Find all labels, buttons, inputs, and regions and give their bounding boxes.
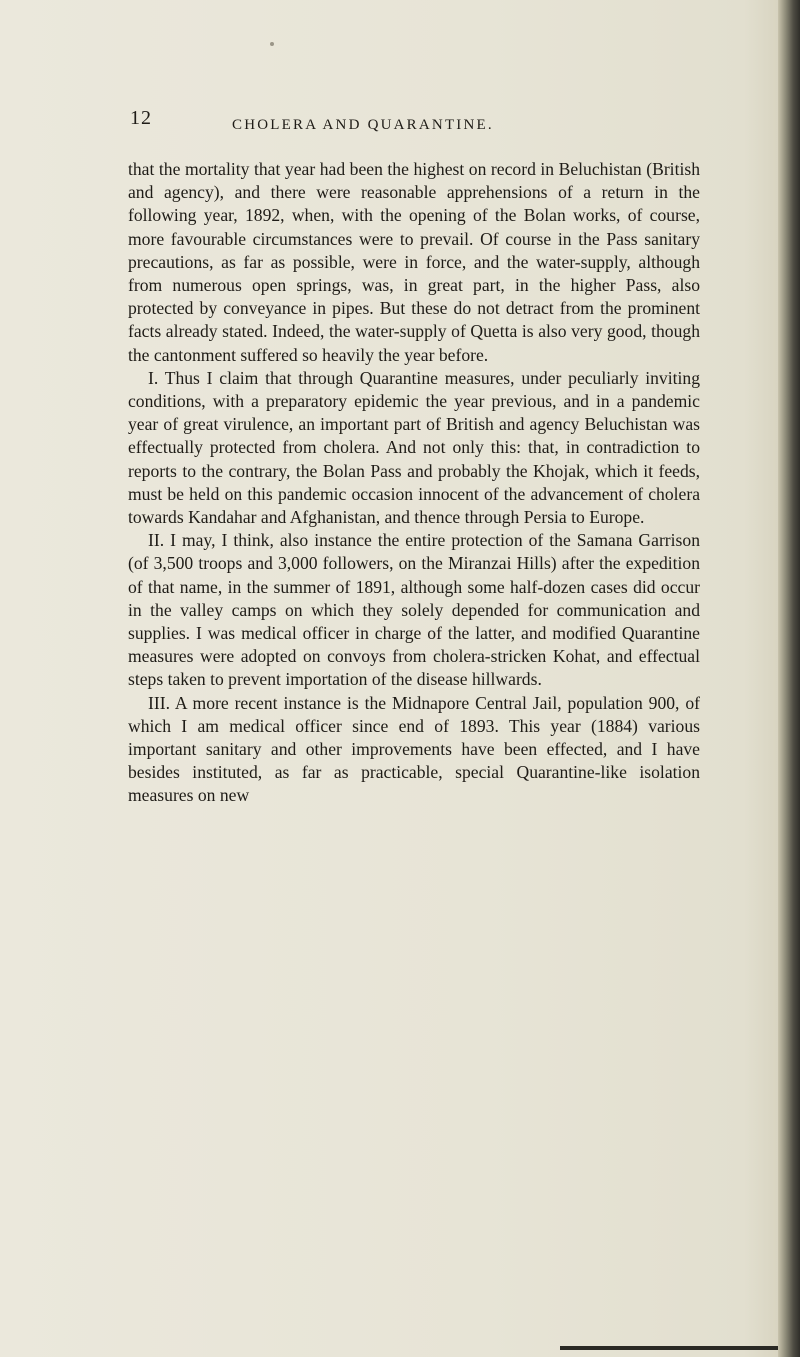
book-gutter-shadow (778, 0, 800, 1357)
paragraph-continuation: that the mortality that year had been the highest on record in Beluchistan (British and agency), and there were reasonable apprehensions of a return in the following year, 1892, when, with the opening of the Bolan works, of course, more favourable circumstances were to prevail. Of course in the Pass sanitary precautions, as far as possible, were in force, and the water-supply, although from numerous open springs, was, in great part, in the higher Pass, also protected by conveyance in pipes. But these do not detract from the prominent facts already stated. Indeed, the water-supply of Quetta is also very good, though the cantonment suffered so heavily the year before. (128, 159, 700, 365)
paragraph-point-one: I. Thus I claim that through Quarantine measures, under peculiarly inviting conditions, with a preparatory epidemic the year previous, and in a pandemic year of great virulence, an important part of British and agency Beluchistan was effectually protected from cholera. And not only this: that, in contradiction to reports to the contrary, the Bolan Pass and probably the Khojak, which it feeds, must be held on this pandemic occasion innocent of the advancement of cholera towards Kandahar and Afghanistan, and thence through Persia to Europe. (128, 367, 700, 528)
paragraph-point-two: II. I may, I think, also instance the entire protection of the Samana Garrison (of 3,500 troops and 3,000 followers, on the Miranzai Hills) after the expedition of that name, in the summer of 1891, although some half-dozen cases did occur in the valley camps on which they solely depended for communication and supplies. I was medical officer in charge of the latter, and modified Quarantine measures were adopted on convoys from cholera-stricken Kohat, and effectual steps taken to prevent importation of the disease hillwards. (128, 530, 700, 690)
running-head: CHOLERA AND QUARANTINE. (232, 117, 494, 133)
page-number: 12 (130, 107, 152, 129)
bottom-edge-shadow (560, 1346, 780, 1350)
body-text (128, 158, 700, 808)
print-speck (270, 42, 274, 46)
paragraph-point-three: III. A more recent instance is the Midnapore Central Jail, population 900, of which I am medical officer since end of 1893. This year (1884) various important sanitary and other improvements have been effected, and I have besides instituted, as far as practicable, special Quarantine-like isolation measures on new (128, 692, 700, 806)
